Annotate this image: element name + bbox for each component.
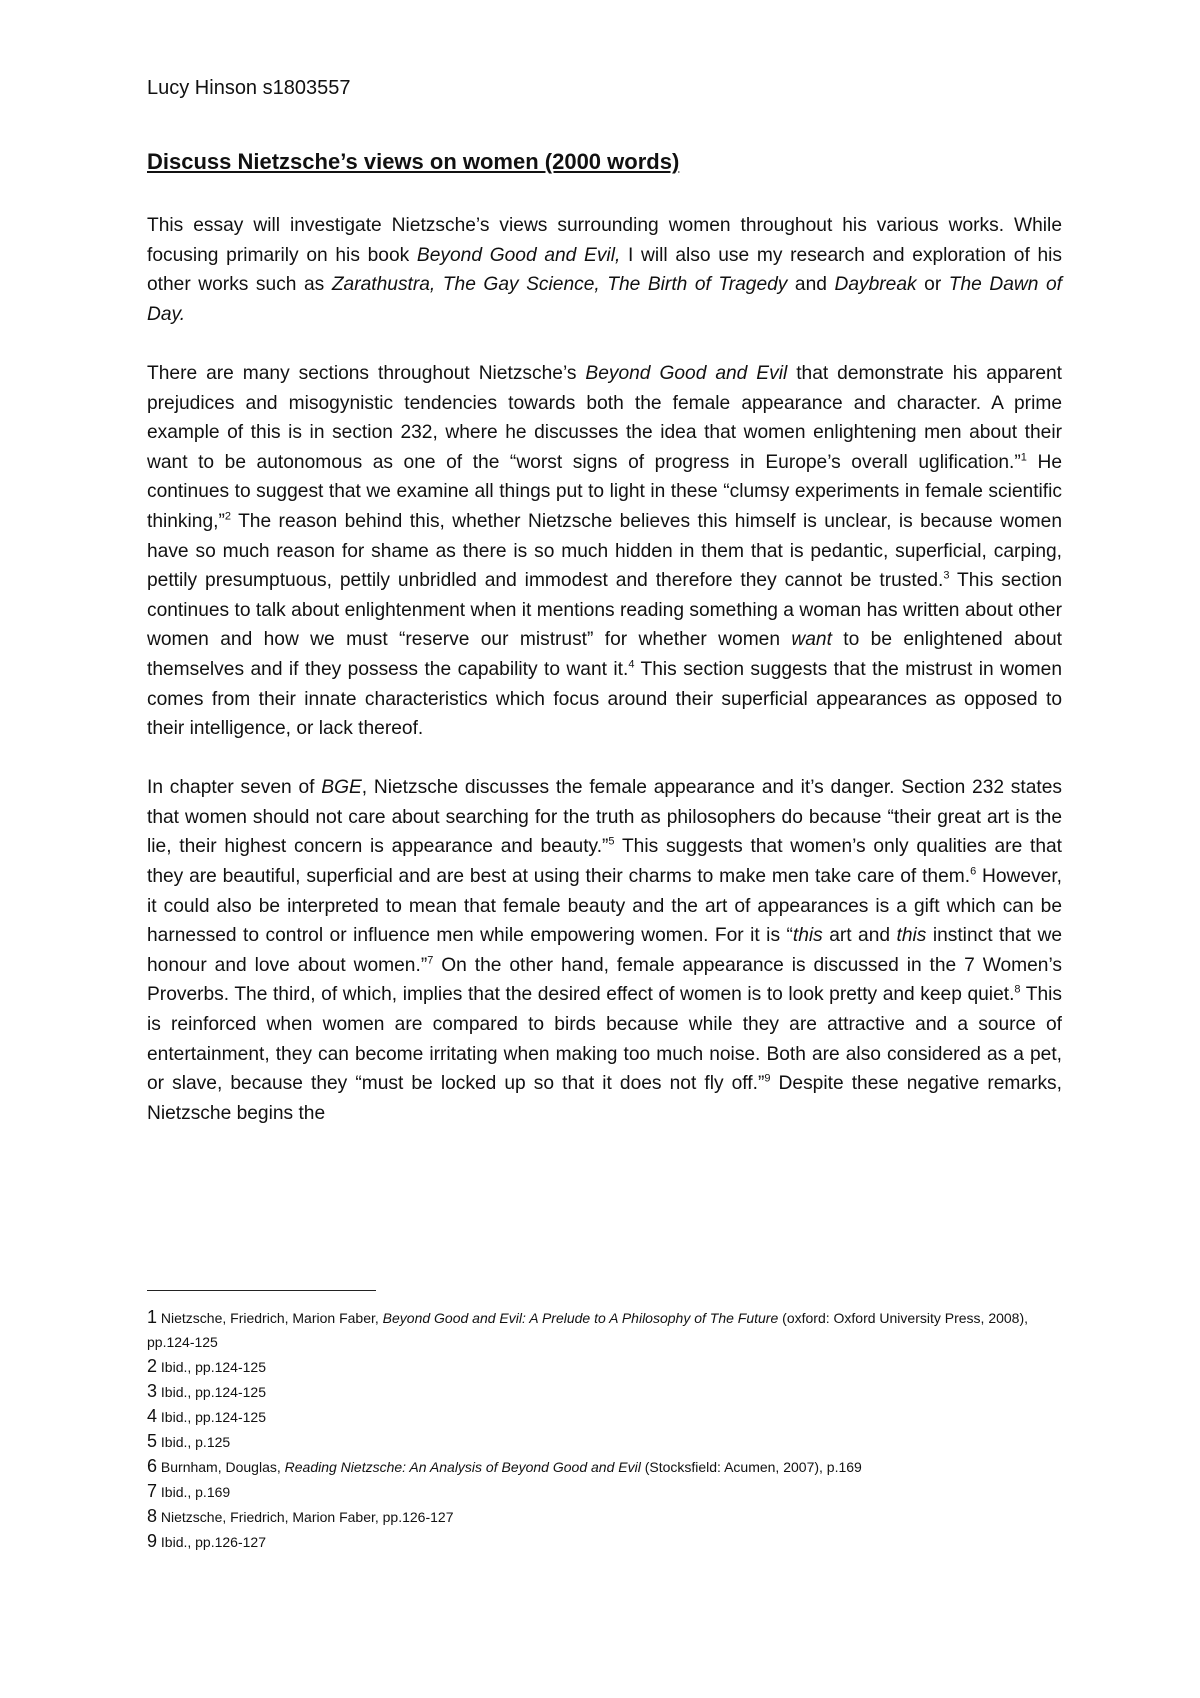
footnote-number: 7 (147, 1481, 158, 1501)
footnote-number: 8 (147, 1506, 158, 1526)
text-run: Nietzsche, Friedrich, Marion Faber, pp.126-127 (157, 1509, 454, 1525)
footnote (147, 1305, 1062, 1354)
footnote-ref: 8 (1014, 984, 1021, 997)
text-run: The reason behind this, whether Nietzsche believes this himself is unclear, is because women have so much reason for shame as there is so much hidden in them that is pedantic, superficial, carping, pettily presumptuous, pettily unbridled and immodest and therefore they cannot be trusted. (147, 510, 1062, 592)
footnote-number: 5 (147, 1431, 158, 1451)
text-run: (oxford: Oxford University Press, 2008), pp.124-125 (147, 1310, 1029, 1350)
footnote-number: 6 (147, 1456, 158, 1476)
footnote-ref: 7 (427, 954, 434, 967)
text-run: In chapter seven of (147, 777, 322, 799)
paragraph (147, 773, 1062, 1128)
footnote-ref: 5 (608, 836, 615, 849)
text-run: Ibid., pp.124-125 (157, 1359, 266, 1375)
text-run: I will also use my research and exploration of his other works such as (147, 244, 1063, 296)
text-run: Daybreak (834, 274, 917, 296)
text-run: This section continues to talk about enlightenment when it mentions reading something a woman has written about other women and how we must “reserve our mistrust” for whether women (147, 570, 1063, 651)
text-run: This is reinforced when women are compared to birds because while they are attractive and a source of entertainment, they can become irritating when making too much noise. Both are also considered as a pet, or slave, because they “must be locked up so that it does not fly off.” (147, 984, 1062, 1095)
footnote-ref: 3 (943, 569, 950, 582)
paragraph (147, 359, 1062, 744)
text-run: Nietzsche, Friedrich, Marion Faber, (157, 1310, 383, 1326)
text-run: The Dawn of Day. (147, 274, 1062, 325)
text-run: Ibid., p.169 (157, 1484, 231, 1500)
text-run: Reading Nietzsche: An Analysis of Beyond Good and Evil (284, 1459, 641, 1475)
footnote (147, 1454, 1062, 1479)
text-run: that demonstrate his apparent prejudices and misogynistic tendencies towards both the female appearance and character. A prime example of this is in section 232, where he discusses the idea that women enlightening men about their want to be autonomous as one of the “worst signs of progress in Europe’s overall uglification.” (147, 362, 1062, 473)
text-run: Despite these negative remarks, Nietzsche begins the (147, 1073, 1062, 1124)
text-run: Beyond Good and Evil: A Prelude to A Philosophy of The Future (382, 1310, 779, 1326)
footnote (147, 1479, 1062, 1504)
text-run: Ibid., pp.126-127 (157, 1534, 266, 1550)
footnote-ref: 9 (764, 1072, 771, 1085)
text-run: BGE (321, 777, 362, 799)
text-run: Beyond Good and Evil, (416, 244, 621, 266)
footnote (147, 1529, 1062, 1554)
text-run: This suggests that women’s only qualities are that they are beautiful, superficial and are best at using their charms to make men take care of them. (147, 836, 1063, 888)
footnote-number: 4 (147, 1406, 158, 1426)
text-run: He continues to suggest that we examine all things put to light in these “clumsy experiments in female scientific thinking,” (147, 451, 1062, 532)
footnote-ref: 1 (1020, 451, 1027, 464)
footnote-number: 2 (147, 1356, 158, 1376)
footnotes (147, 1305, 1062, 1554)
text-run: There are many sections throughout Nietzsche’s (147, 362, 586, 384)
text-run: and (787, 274, 835, 296)
footnote (147, 1429, 1062, 1454)
text-run: Ibid., pp.124-125 (157, 1384, 266, 1400)
text-run: Ibid., p.125 (157, 1434, 231, 1450)
text-run: Burnham, Douglas, (157, 1459, 285, 1475)
text-run: This essay will investigate Nietzsche’s views surrounding women throughout his various works. While focusing primarily on his book (147, 215, 1062, 266)
footnote-ref: 4 (628, 658, 635, 671)
footnote (147, 1379, 1062, 1404)
text-run: Beyond Good and Evil (585, 362, 788, 384)
text-run: to be enlightened about themselves and if they possess the capability to want it. (147, 629, 1063, 680)
text-run: or (916, 274, 949, 296)
text-run: instinct that we honour and love about women.” (147, 925, 1062, 976)
footnote-number: 3 (147, 1381, 158, 1401)
footnote (147, 1404, 1062, 1429)
footnote-number: 9 (147, 1531, 158, 1551)
text-run: , Nietzsche discusses the female appearance and it’s danger. Section 232 states that women should not care about searching for the truth as philosophers do because “their great art is the lie, their highest concern is appearance and beauty.” (147, 777, 1062, 858)
text-run: art and (822, 925, 897, 947)
essay-title: Discuss Nietzsche’s views on women (2000 words) (147, 149, 680, 174)
footnote-ref: 2 (224, 510, 231, 523)
footnote-separator (147, 1290, 376, 1291)
text-run: this (896, 925, 927, 947)
text-run: want (791, 629, 832, 651)
text-run: this (792, 925, 823, 947)
text-run: On the other hand, female appearance is discussed in the 7 Women’s Proverbs. The third, of which, implies that the desired effect of women is to look pretty and keep quiet. (147, 954, 1062, 1006)
text-run: However, it could also be interpreted to mean that female beauty and the art of appearances is a gift which can be harnessed to control or influence men while empowering women. For it is “ (147, 866, 1063, 947)
footnote (147, 1504, 1062, 1529)
essay-body (147, 211, 1062, 1158)
text-run: Ibid., pp.124-125 (157, 1409, 266, 1425)
text-run: Zarathustra, The Gay Science, The Birth of Tragedy (331, 274, 788, 296)
text-run: (Stocksfield: Acumen, 2007), p.169 (640, 1459, 862, 1475)
footnote-number: 1 (147, 1307, 158, 1327)
footnote (147, 1354, 1062, 1379)
footnote-ref: 6 (970, 865, 977, 878)
author-line: Lucy Hinson s1803557 (147, 77, 351, 99)
text-run: This section suggests that the mistrust in women comes from their innate characteristics which focus around their superficial appearances as opposed to their intelligence, or lack thereof. (147, 658, 1063, 740)
paragraph (147, 211, 1062, 329)
